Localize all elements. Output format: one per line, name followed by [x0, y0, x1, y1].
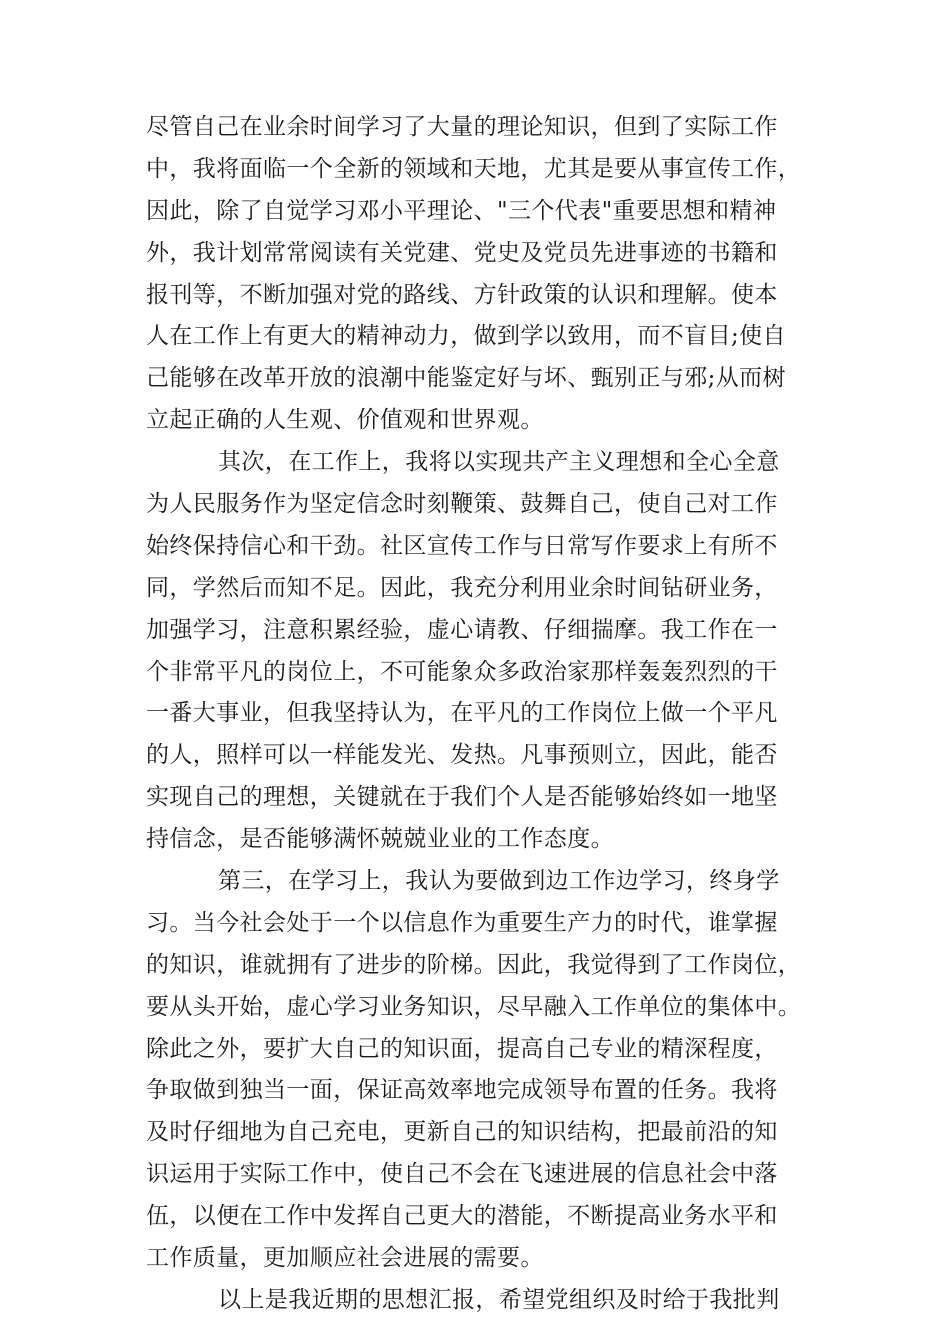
text-line: 争取做到独当一面，保证高效率地完成领导布置的任务。我将 [146, 1077, 778, 1104]
text-line: 第三，在学习上，我认为要做到边工作边学习，终身学 [218, 868, 780, 895]
text-line: 实现自己的理想，关键就在于我们个人是否能够始终如一地坚 [146, 784, 778, 811]
document-body [146, 107, 806, 1322]
text-line: 外，我计划常常阅读有关党建、党史及党员先进事迹的书籍和 [146, 239, 778, 266]
text-line: 以上是我近期的思想汇报，希望党组织及时给于我批判 [218, 1286, 780, 1313]
text-line: 的人，照样可以一样能发光、发热。凡事预则立，因此，能否 [146, 742, 778, 769]
text-line: 的知识，谁就拥有了进步的阶梯。因此，我觉得到了工作岗位， [146, 951, 802, 978]
text-line: 其次，在工作上，我将以实现共产主义理想和全心全意 [218, 449, 780, 476]
text-line: 同，学然后而知不足。因此，我充分利用业余时间钻研业务， [146, 574, 778, 601]
text-line: 人在工作上有更大的精神动力，做到学以致用，而不盲目;使自 [146, 323, 786, 350]
text-line: 始终保持信心和干劲。社区宣传工作与日常写作要求上有所不 [146, 532, 778, 559]
text-line: 加强学习，注意积累经验，虚心请教、仔细揣摩。我工作在一 [146, 616, 778, 643]
text-line: 要从头开始，虚心学习业务知识，尽早融入工作单位的集体中。 [146, 993, 802, 1020]
text-line: 持信念，是否能够满怀兢兢业业的工作态度。 [146, 826, 614, 853]
text-line: 为人民服务作为坚定信念时刻鞭策、鼓舞自己，使自己对工作 [146, 491, 778, 518]
text-line: 因此，除了自觉学习邓小平理论、"三个代表"重要思想和精神 [146, 197, 777, 224]
text-line: 识运用于实际工作中，使自己不会在飞速进展的信息社会中落 [146, 1161, 778, 1188]
text-line: 工作质量，更加顺应社会进展的需要。 [146, 1245, 544, 1272]
text-line: 立起正确的人生观、价值观和世界观。 [146, 407, 544, 434]
text-line: 伍，以便在工作中发挥自己更大的潜能，不断提高业务水平和 [146, 1203, 778, 1230]
text-line: 中，我将面临一个全新的领域和天地，尤其是要从事宣传工作， [146, 155, 802, 182]
text-line: 个非常平凡的岗位上，不可能象众多政治家那样轰轰烈烈的干 [146, 658, 778, 685]
text-line: 习。当今社会处于一个以信息作为重要生产力的时代，谁掌握 [146, 909, 778, 936]
text-line: 除此之外，要扩大自己的知识面，提高自己专业的精深程度， [146, 1035, 778, 1062]
text-line: 及时仔细地为自己充电，更新自己的知识结构，把最前沿的知 [146, 1119, 778, 1146]
text-line: 尽管自己在业余时间学习了大量的理论知识，但到了实际工作 [146, 114, 778, 140]
text-line: 一番大事业，但我坚持认为，在平凡的工作岗位上做一个平凡 [146, 700, 778, 727]
text-line: 报刊等，不断加强对党的路线、方针政策的认识和理解。使本 [146, 281, 778, 308]
text-line: 己能够在改革开放的浪潮中能鉴定好与坏、甄别正与邪;从而树 [146, 365, 786, 392]
